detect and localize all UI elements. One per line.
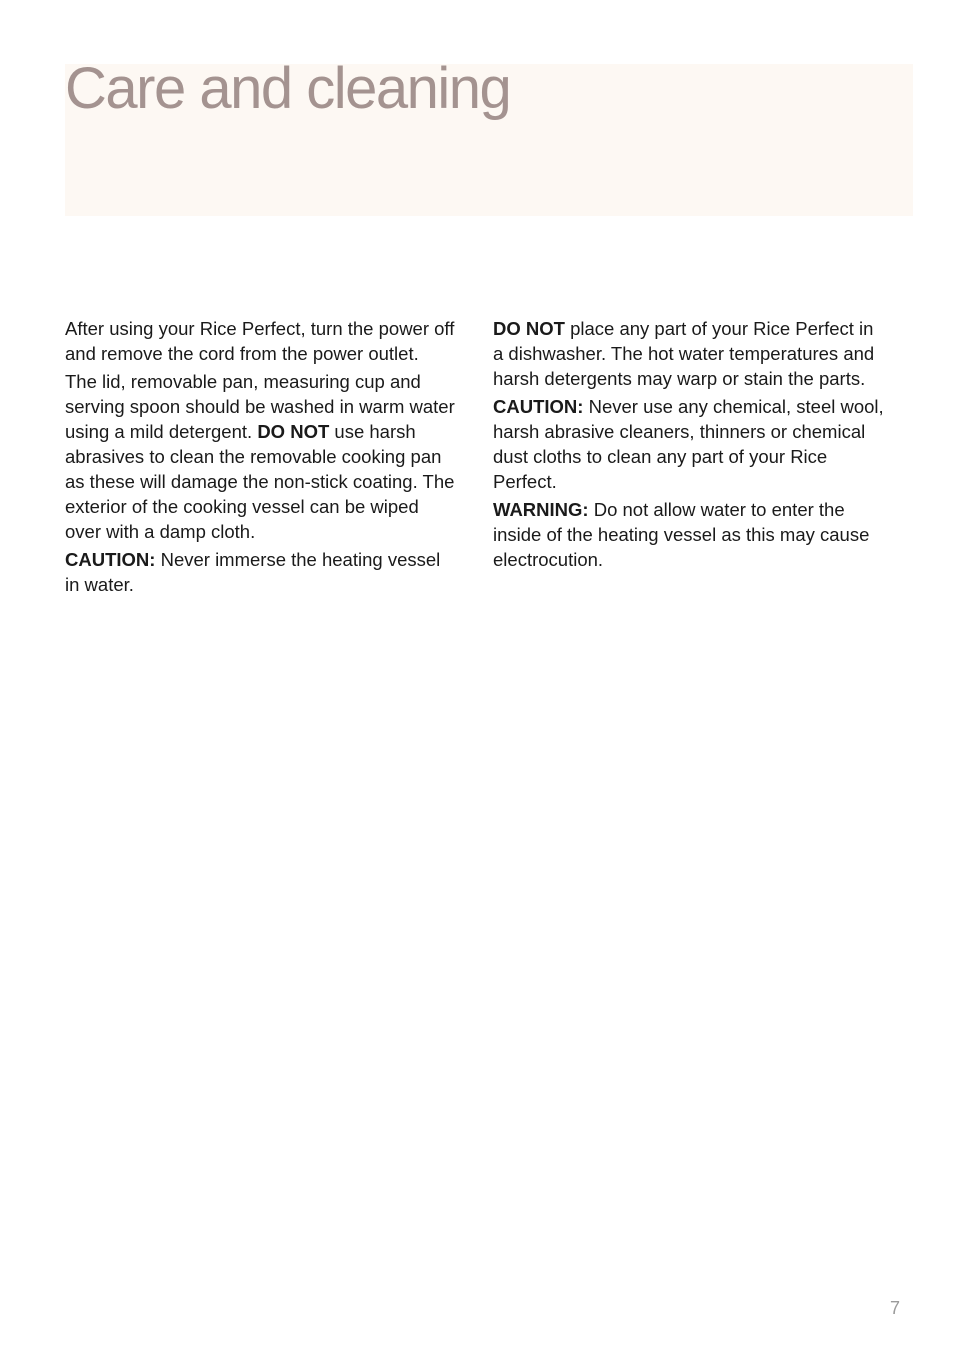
paragraph-warning-water: [493, 497, 885, 572]
paragraph-washing: [65, 369, 457, 544]
do-not-label: DO NOT: [257, 421, 330, 442]
paragraph-power-off: [65, 316, 457, 366]
page-number: 7: [889, 1298, 900, 1318]
paragraph-caution-chemicals: [493, 394, 885, 494]
caution-label: CAUTION:: [493, 396, 584, 417]
paragraph-text: Do not allow water to enter the inside of the heating vessel as this may cause electrocution.: [493, 499, 870, 570]
paragraph-text: After using your Rice Perfect, turn the power off and remove the cord from the power outlet.: [65, 318, 455, 364]
left-column: [65, 316, 457, 600]
caution-label: CAUTION:: [65, 549, 156, 570]
paragraph-text: use harsh abrasives to clean the removable cooking pan as these will damage the non-stick coating. The exterior of the cooking vessel can be wiped over with a damp cloth.: [65, 421, 455, 542]
paragraph-text: place any part of your Rice Perfect in a dishwasher. The hot water temperatures and harsh detergents may warp or stain the parts.: [493, 318, 875, 389]
paragraph-text: The lid, removable pan, measuring cup and serving spoon should be washed in warm water using a mild detergent.: [65, 371, 455, 442]
do-not-label: DO NOT: [493, 318, 565, 339]
paragraph-caution-immerse: [65, 547, 457, 597]
paragraph-text: Never immerse the heating vessel in water.: [65, 549, 441, 595]
right-column: [493, 316, 885, 575]
page-title: Care and cleaning: [65, 56, 511, 121]
warning-label: WARNING:: [493, 499, 589, 520]
paragraph-dishwasher: [493, 316, 885, 391]
paragraph-text: Never use any chemical, steel wool, harsh abrasive cleaners, thinners or chemical dust cloths to clean any part of your Rice Perfect.: [493, 396, 884, 492]
